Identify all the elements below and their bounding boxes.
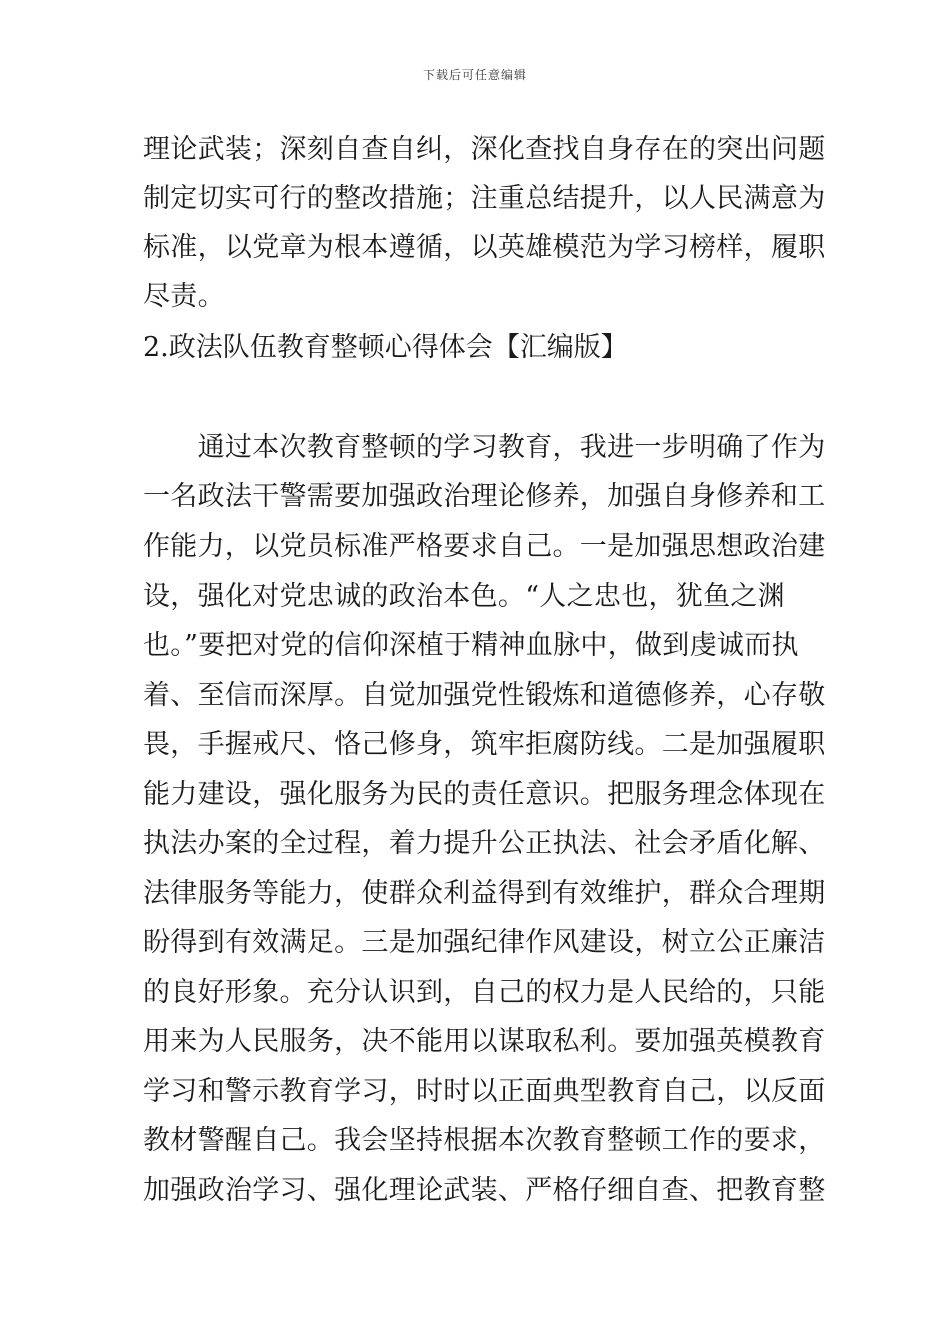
body-line: 尽责。 <box>143 281 225 312</box>
body-line: 的良好形象。充分认识到，自己的权力是人民给的，只能 <box>143 977 826 1008</box>
body-line: 设，强化对党忠诚的政治本色。“人之忠也，犹鱼之渊 <box>143 581 786 612</box>
body-line: 畏，手握戒尺、恪己修身，筑牢拒腐防线。二是加强履职 <box>143 729 826 760</box>
body-line: 作能力，以党员标准严格要求自己。一是加强思想政治建 <box>143 531 826 562</box>
body-line: 用来为人民服务，决不能用以谋取私利。要加强英模教育 <box>143 1026 826 1057</box>
body-line: 通过本次教育整顿的学习教育，我进一步明确了作为 <box>143 432 826 463</box>
body-line: 法律服务等能力，使群众利益得到有效维护，群众合理期 <box>143 878 826 909</box>
body-line: 加强政治学习、强化理论武装、严格仔细自查、把教育整 <box>143 1175 826 1206</box>
body-line: 学习和警示教育学习，时时以正面典型教育自己，以反面 <box>143 1076 826 1107</box>
body-line: 教材警醒自己。我会坚持根据本次教育整顿工作的要求， <box>143 1125 826 1156</box>
body-line: 能力建设，强化服务为民的责任意识。把服务理念体现在 <box>143 779 826 810</box>
body-line: 制定切实可行的整改措施；注重总结提升，以人民满意为 <box>143 183 826 214</box>
body-line: 标准，以党章为根本遵循，以英雄模范为学习榜样，履职 <box>143 232 826 263</box>
section-heading: 2.政法队伍教育整顿心得体会【汇编版】 <box>143 332 628 363</box>
body-line: 着、至信而深厚。自觉加强党性锻炼和道德修养，心存敬 <box>143 680 826 711</box>
body-line: 也。”要把对党的信仰深植于精神血脉中，做到虔诚而执 <box>143 630 799 661</box>
body-line: 盼得到有效满足。三是加强纪律作风建设，树立公正廉洁 <box>143 927 826 958</box>
body-line: 理论武装；深刻自查自纠，深化查找自身存在的突出问题 <box>143 134 826 165</box>
body-line: 执法办案的全过程，着力提升公正执法、社会矛盾化解、 <box>143 828 826 859</box>
body-line: 一名政法干警需要加强政治理论修养，加强自身修养和工 <box>143 481 826 512</box>
header-note: 下载后可任意编辑 <box>422 68 527 82</box>
